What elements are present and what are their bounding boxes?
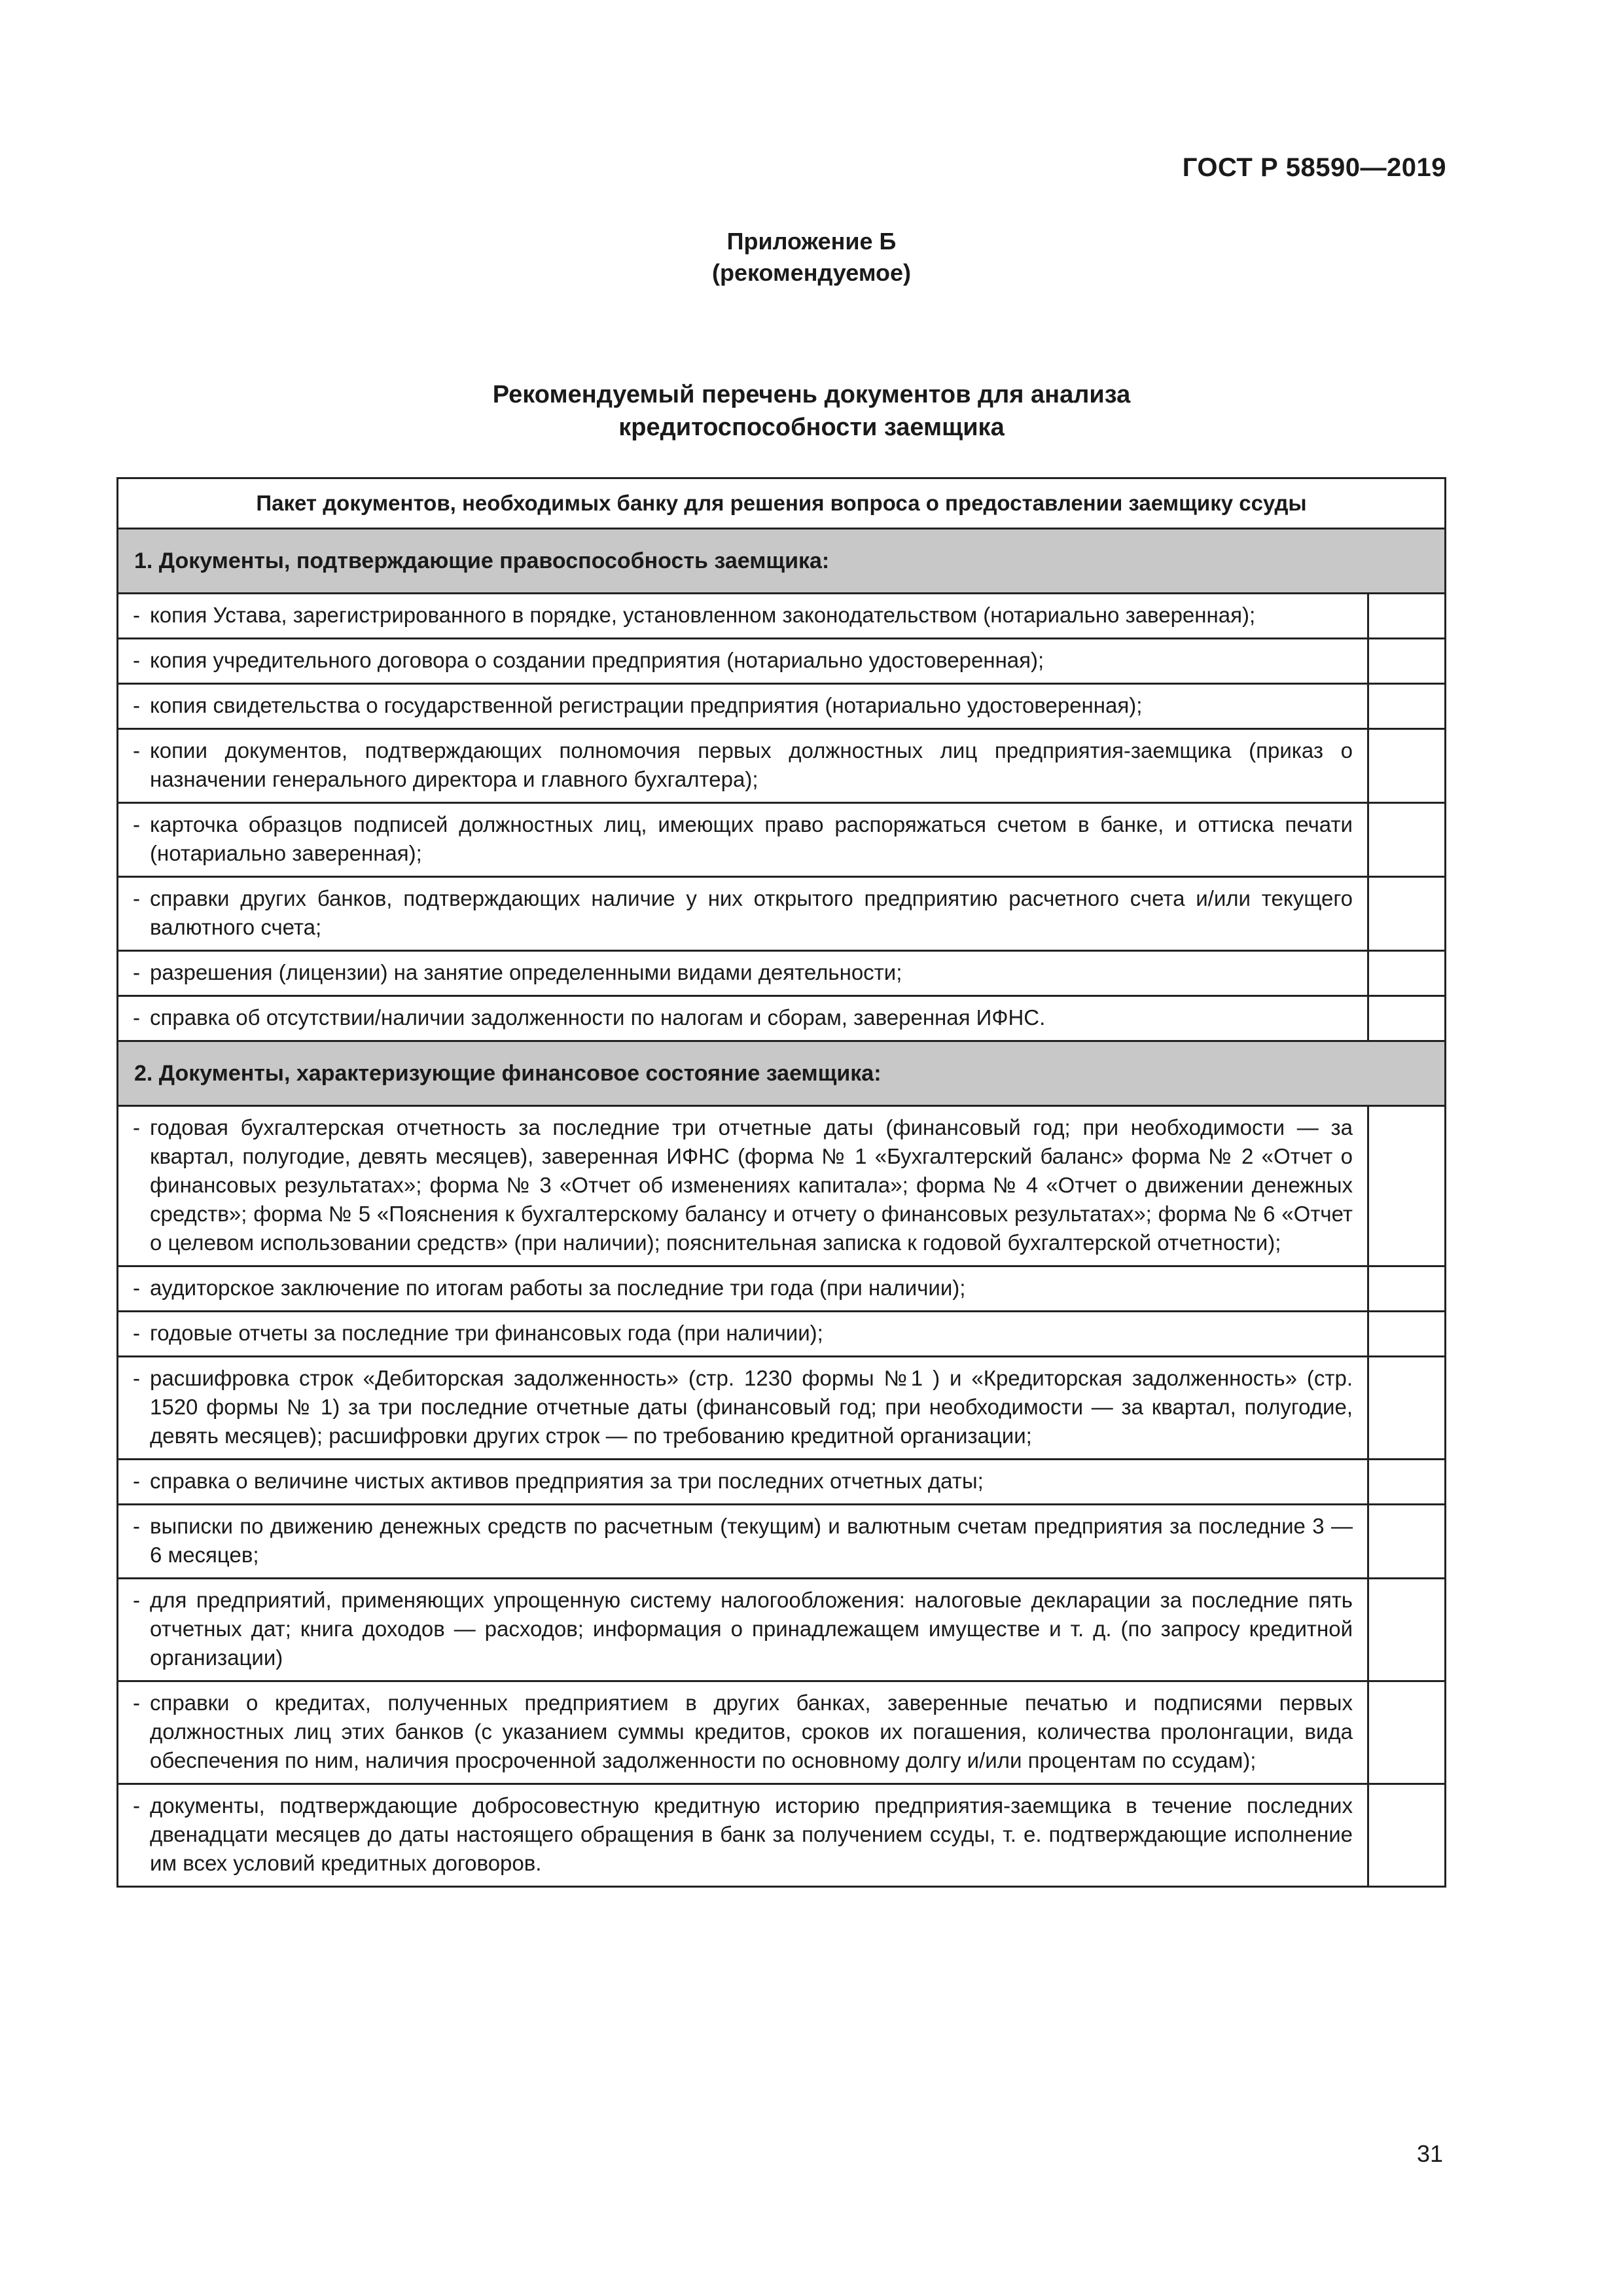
mark-cell: [1368, 1312, 1446, 1357]
item-cell: [118, 1579, 1368, 1681]
list-item: [118, 730, 1367, 802]
item-cell: [118, 1784, 1368, 1887]
appendix-subtitle: (рекомендуемое): [712, 259, 911, 286]
dash-bullet: -: [133, 1276, 140, 1300]
documents-table: [116, 477, 1446, 1888]
table-header-row: [118, 478, 1446, 529]
mark-cell: [1368, 1460, 1446, 1505]
table-row: [118, 803, 1446, 877]
item-text: разрешения (лицензии) на занятие определенными видами деятельности;: [150, 960, 902, 984]
mark-cell: [1368, 1106, 1446, 1266]
table-row: [118, 1579, 1446, 1681]
dash-bullet: -: [133, 648, 140, 672]
item-cell: [118, 729, 1368, 803]
item-text: аудиторское заключение по итогам работы за последние три года (при наличии);: [150, 1276, 966, 1300]
mark-cell: [1368, 639, 1446, 684]
item-text: копия свидетельства о государственной регистрации предприятия (нотариально удостоверенная);: [150, 693, 1143, 717]
mark-cell: [1368, 1266, 1446, 1312]
item-text: выписки по движению денежных средств по расчетным (текущим) и валютным счетам предприятия за последние 3 — 6 месяцев;: [150, 1514, 1353, 1567]
section-row: [118, 529, 1446, 594]
mark-cell: [1368, 1784, 1446, 1887]
appendix-heading: [0, 226, 1623, 289]
list-item: [118, 1785, 1367, 1886]
dash-bullet: -: [133, 1514, 140, 1538]
list-item: [118, 594, 1367, 637]
item-cell: [118, 594, 1368, 639]
item-cell: [118, 951, 1368, 996]
mark-cell: [1368, 1505, 1446, 1579]
item-text: документы, подтверждающие добросовестную кредитную историю предприятия-заемщика в течение последних двенадцати месяцев до даты настоящего обращения в банк за получением ссуды, т. е. подтверждающие исполнение им всех условий кредитных договоров.: [150, 1793, 1353, 1875]
table-row: [118, 639, 1446, 684]
item-cell: [118, 877, 1368, 951]
list-item: [118, 1267, 1367, 1310]
table-row: [118, 951, 1446, 996]
table-row: [118, 684, 1446, 729]
mark-cell: [1368, 951, 1446, 996]
dash-bullet: -: [133, 1366, 140, 1390]
item-cell: [118, 684, 1368, 729]
document-title-line2: кредитоспособности заемщика: [618, 414, 1005, 441]
item-text: для предприятий, применяющих упрощенную систему налогообложения: налоговые декларации за последние пять отчетных дат; книга доходов — расходов; информация о принадлежащем имуществе и т. д. (по запросу кредитной организации): [150, 1588, 1353, 1670]
list-item: [118, 639, 1367, 683]
dash-bullet: -: [133, 738, 140, 762]
page-number: 31: [1416, 2140, 1443, 2167]
section-title: 2. Документы, характеризующие финансовое состояние заемщика:: [118, 1041, 1446, 1106]
document-title: [0, 378, 1623, 444]
item-cell: [118, 996, 1368, 1041]
table-row: [118, 1784, 1446, 1887]
mark-cell: [1368, 684, 1446, 729]
item-cell: [118, 639, 1368, 684]
item-cell: [118, 1460, 1368, 1505]
dash-bullet: -: [133, 1793, 140, 1818]
dash-bullet: -: [133, 1691, 140, 1715]
list-item: [118, 1579, 1367, 1680]
dash-bullet: -: [133, 886, 140, 910]
item-text: копия учредительного договора о создании предприятия (нотариально удостоверенная);: [150, 648, 1044, 672]
dash-bullet: -: [133, 812, 140, 836]
table-row: [118, 1505, 1446, 1579]
list-item: [118, 1357, 1367, 1458]
item-cell: [118, 1681, 1368, 1784]
table-row: [118, 729, 1446, 803]
item-cell: [118, 1357, 1368, 1460]
item-text: справка об отсутствии/наличии задолженности по налогам и сборам, заверенная ИФНС.: [150, 1005, 1046, 1030]
table-row: [118, 996, 1446, 1041]
mark-cell: [1368, 1579, 1446, 1681]
item-text: карточка образцов подписей должностных лиц, имеющих право распоряжаться счетом в банке, и оттиска печати (нотариально заверенная);: [150, 812, 1353, 865]
mark-cell: [1368, 996, 1446, 1041]
list-item: [118, 1460, 1367, 1503]
documents-table-body: [118, 478, 1446, 1887]
dash-bullet: -: [133, 603, 140, 627]
mark-cell: [1368, 1357, 1446, 1460]
item-text: расшифровка строк «Дебиторская задолженность» (стр. 1230 формы №1 ) и «Кредиторская задолженность» (стр. 1520 формы № 1) за три последние отчетные даты (финансовый год; при необходимости — за квартал, полугодие, девять месяцев); расшифровки других строк — по требованию кредитной организации;: [150, 1366, 1353, 1448]
dash-bullet: -: [133, 1321, 140, 1345]
item-text: годовая бухгалтерская отчетность за последние три отчетные даты (финансовый год; при необходимости — за квартал, полугодие, девять месяцев), заверенная ИФНС (форма № 1 «Бухгалтерский баланс» форма № 2 «Отчет о финансовых результатах»; форма № 3 «Отчет об изменениях капитала»; форма № 4 «Отчет о движении денежных средств»; форма № 5 «Пояснения к бухгалтерскому балансу и отчету о финансовых результатах»; форма № 6 «Отчет о целевом использовании средств» (при наличии); пояснительная записка к годовой бухгалтерской отчетности);: [150, 1115, 1353, 1255]
appendix-title: Приложение Б: [726, 228, 897, 255]
table-row: [118, 877, 1446, 951]
dash-bullet: -: [133, 1115, 140, 1139]
table-row: [118, 1681, 1446, 1784]
list-item: [118, 1107, 1367, 1265]
item-cell: [118, 803, 1368, 877]
item-cell: [118, 1505, 1368, 1579]
table-row: [118, 1266, 1446, 1312]
section-row: [118, 1041, 1446, 1106]
mark-cell: [1368, 594, 1446, 639]
list-item: [118, 878, 1367, 950]
list-item: [118, 685, 1367, 728]
table-row: [118, 1312, 1446, 1357]
dash-bullet: -: [133, 1588, 140, 1612]
document-title-line1: Рекомендуемый перечень документов для анализа: [492, 381, 1131, 408]
item-cell: [118, 1106, 1368, 1266]
item-text: справки о кредитах, полученных предприятием в других банках, заверенные печатью и подписями первых должностных лиц этих банков (с указанием суммы кредитов, сроков их погашения, количества пролонгации, вида обеспечения по ним, наличия просроченной задолженности по основному долгу и/или процентам по ссудам);: [150, 1691, 1353, 1772]
item-cell: [118, 1312, 1368, 1357]
list-item: [118, 804, 1367, 876]
item-text: копия Устава, зарегистрированного в порядке, установленном законодательством (нотариально заверенная);: [150, 603, 1256, 627]
item-text: справка о величине чистых активов предприятия за три последних отчетных даты;: [150, 1469, 984, 1493]
dash-bullet: -: [133, 1005, 140, 1030]
document-code: ГОСТ Р 58590—2019: [1182, 153, 1446, 182]
list-item: [118, 1505, 1367, 1577]
section-title: 1. Документы, подтверждающие правоспособность заемщика:: [118, 529, 1446, 594]
item-text: годовые отчеты за последние три финансовых года (при наличии);: [150, 1321, 823, 1345]
mark-cell: [1368, 1681, 1446, 1784]
item-text: копии документов, подтверждающих полномочия первых должностных лиц предприятия-заемщика (приказ о назначении генерального директора и главного бухгалтера);: [150, 738, 1353, 791]
list-item: [118, 952, 1367, 995]
table-row: [118, 1106, 1446, 1266]
list-item: [118, 1682, 1367, 1783]
dash-bullet: -: [133, 693, 140, 717]
table-header-cell: Пакет документов, необходимых банку для решения вопроса о предоставлении заемщику ссуды: [118, 478, 1446, 529]
item-text: справки других банков, подтверждающих наличие у них открытого предприятию расчетного счета и/или текущего валютного счета;: [150, 886, 1353, 939]
table-row: [118, 1357, 1446, 1460]
list-item: [118, 997, 1367, 1040]
dash-bullet: -: [133, 960, 140, 984]
mark-cell: [1368, 729, 1446, 803]
dash-bullet: -: [133, 1469, 140, 1493]
item-cell: [118, 1266, 1368, 1312]
mark-cell: [1368, 803, 1446, 877]
list-item: [118, 1312, 1367, 1355]
table-row: [118, 1460, 1446, 1505]
mark-cell: [1368, 877, 1446, 951]
table-row: [118, 594, 1446, 639]
